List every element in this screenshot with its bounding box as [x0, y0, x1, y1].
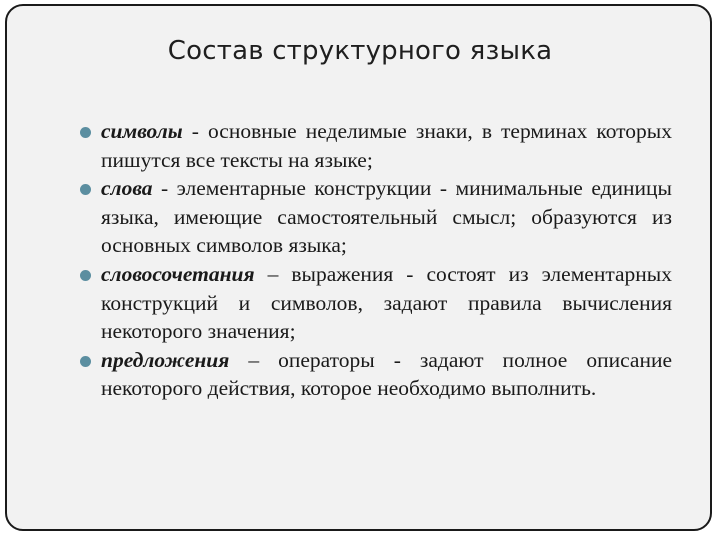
bullet-term: предложения: [101, 347, 230, 372]
bullet-item-symbols: [80, 117, 672, 174]
bullet-item-phrases: [80, 260, 672, 346]
bullet-dot-icon: [80, 270, 91, 281]
bullet-term: символы: [101, 119, 183, 143]
bullet-text: – выражения - состоят из элементарных конструкций и символов, задают правила вычисления некоторого значения;: [101, 261, 672, 344]
bullet-text: - элементарные конструкции - минимальные единицы языка, имеющие самостоятельный смысл; образуются из основных символов языка;: [101, 176, 672, 258]
bullet-text: - основные неделимые знаки, в терминах которых пишутся все тексты на языке;: [101, 119, 672, 172]
bullet-dot-icon: [80, 127, 91, 138]
bullet-term: словосочетания: [101, 261, 255, 286]
bullet-text: – операторы - задают полное описание некоторого действия, которое необходимо выполнить.: [101, 347, 672, 401]
bullet-list: [80, 117, 672, 403]
bullet-item-sentences: [80, 346, 672, 403]
bullet-dot-icon: [80, 184, 91, 195]
slide-title: Состав структурного языка: [167, 36, 553, 66]
bullet-item-words: [80, 174, 672, 260]
bullet-term: слова: [101, 176, 153, 201]
bullet-dot-icon: [80, 356, 91, 367]
